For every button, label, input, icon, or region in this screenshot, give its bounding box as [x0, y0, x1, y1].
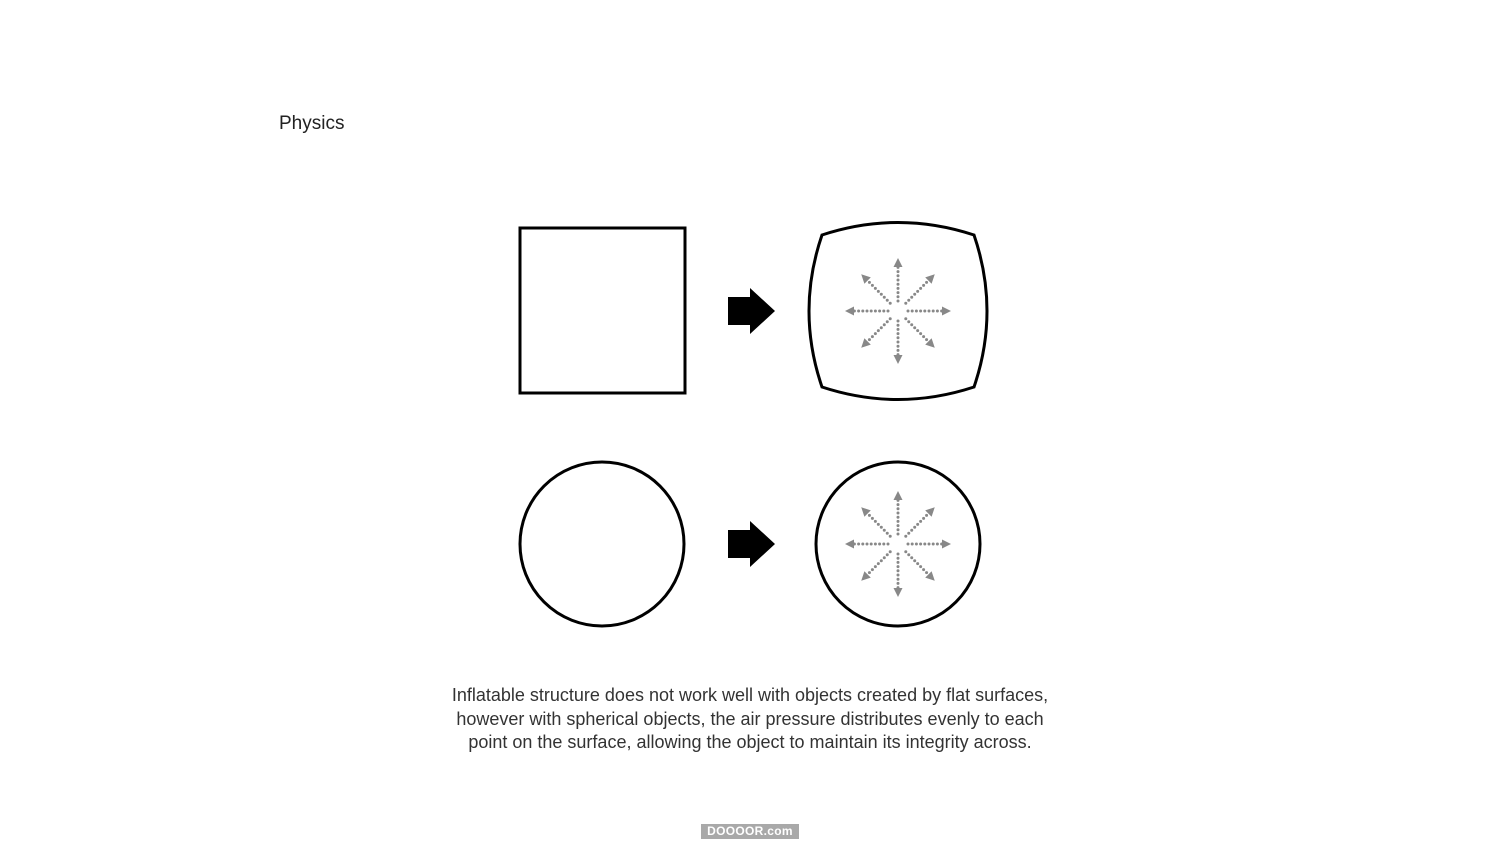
pressure-arrow-icon: [904, 550, 934, 580]
pressure-arrow-icon: [894, 553, 903, 598]
square-shape: [520, 228, 685, 393]
pressure-arrow-icon: [861, 507, 891, 537]
watermark: DOOOOR.com: [701, 824, 799, 839]
pressure-arrows-square: [845, 258, 951, 364]
transition-arrow-icon: [728, 288, 775, 334]
pressure-arrow-icon: [904, 317, 934, 347]
transition-arrow-icon: [728, 521, 775, 567]
caption-line: point on the surface, allowing the object to maintain its integrity across.: [468, 732, 1032, 752]
pressure-arrow-icon: [894, 258, 903, 303]
inflated-circle-shape: [816, 462, 980, 626]
inflated-square-shape: [809, 223, 987, 400]
pressure-arrow-icon: [894, 491, 903, 536]
caption-line: however with spherical objects, the air pressure distributes evenly to each: [456, 708, 1044, 729]
pressure-arrow-icon: [904, 507, 934, 537]
pressure-arrow-icon: [845, 307, 890, 316]
pressure-arrow-icon: [907, 307, 952, 316]
pressure-arrows-circle: [845, 491, 951, 597]
pressure-arrow-icon: [894, 320, 903, 365]
caption-line: Inflatable structure does not work well with objects created by flat surfaces,: [451, 685, 1049, 705]
caption: [400, 684, 1100, 755]
pressure-arrow-icon: [907, 540, 952, 549]
pressure-arrow-icon: [861, 550, 891, 580]
pressure-arrow-icon: [845, 540, 890, 549]
pressure-arrow-icon: [861, 274, 891, 304]
page-title: Physics: [279, 113, 345, 134]
circle-shape: [520, 462, 684, 626]
pressure-arrow-icon: [904, 274, 934, 304]
pressure-arrow-icon: [861, 317, 891, 347]
